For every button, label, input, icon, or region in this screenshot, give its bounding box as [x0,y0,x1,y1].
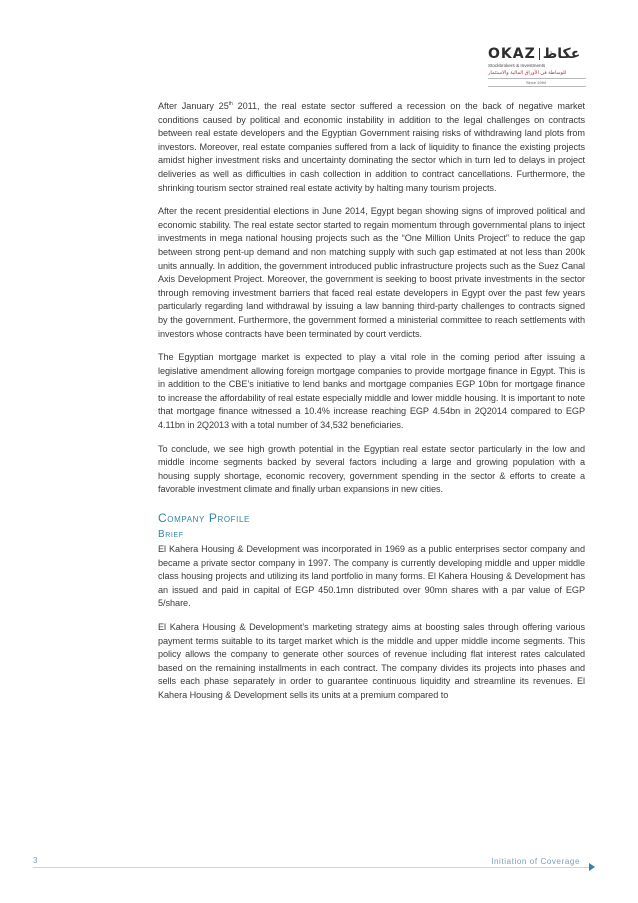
page-number: 3 [33,856,38,865]
page-body [158,100,585,713]
logo-wordmark: OKAZ [488,46,536,62]
logo-rule-bottom [488,86,586,87]
paragraph-elections: After the recent presidential elections in June 2014, Egypt began showing signs of improved political and economic stability. The real estate sector started to regain momentum through governmental plans to inject investments in mega national housing projects such as the “One Million Units Project” to reduce the gap between strong pent-up demand and non matching supply with such gap estimated at not less than 200k units annually. In addition, the government introduced public infrastructure projects such as the Suez Canal Axis Development Project. Moreover, the government is seeking to boost private investments in the sector through removing investment barriers that faced real estate developers in Egypt over the past few years particularly regarding land withdrawal by issuing a law banning third-party challenges to contracts signed by the government. Furthermore, the government formed a ministerial committee to reach settlements with investors whose contracts have been terminated by court verdicts. [158,206,585,339]
logo-divider [539,48,540,60]
logo-rule [488,78,586,79]
sub-heading: Brief [158,529,184,541]
logo-since: Since 1994 [526,80,547,85]
paragraph-mortgage: The Egyptian mortgage market is expected to play a vital role in the coming period after issuing a legislative amendment allowing foreign mortgage companies to provide mortgage finance in Egypt. This is in addition to the CBE’s initiative to lend banks and mortgage companies EGP 10bn for mortgage finance to increase the affordability of real estate especially middle and lower middle housing. It is important to note that mortgage finance witnessed a 10.4% increase reaching EGP 4.54bn in 2Q2014 compared to EGP 4.11bn in 2Q2013 with a total number of 34,532 beneficiaries. [158,352,585,431]
paragraph-brief: El Kahera Housing & Development was incorporated in 1969 as a public enterprises sector company and became a private sector company in 1997. The company is currently developing middle and upper middle class housing projects and utilizing its land portfolio in many forms. El Kahera Housing & Development has an issued and paid in capital of EGP 450.1mn distributed over 90mn shares with a par value of EGP 5/share. [158,544,585,609]
paragraph-recession: After January 25th 2011, the real estate sector suffered a recession on the back of negative market conditions caused by political and economic instability in addition to the legal challenges on contracts between real estate developers and the Egyptian Government raising risks of withdrawing land plots from investors. Moreover, real estate companies suffered from a lack of liquidity to finance the existing projects amidst higher investment risks and uncertainty dominating the sector which in turn led to delays in project deliveries as well as difficulties in cash collection in addition to contract cancellations. Furthermore, the shrinking tourism sector strained real estate activity by halting many tourism projects. [158,100,585,193]
company-logo [488,46,588,92]
paragraph-conclusion: To conclude, we see high growth potential in the Egyptian real estate sector particularly in the low and middle income segments backed by several factors including a large and growing population with a housing supply shortage, economic recovery, government spending in the sector & efforts to create a favorable investment climate and finally urban expansions in new cities. [158,443,585,495]
footer-label: Initiation of Coverage [491,857,580,866]
arrow-right-icon [589,863,595,871]
footer-rule [33,867,593,868]
logo-tagline: Stockbrokers & Investments [488,63,546,68]
logo-arabic-tagline: للوساطة في الأوراق المالية والاستثمار [488,70,567,76]
logo-arabic-wordmark: عكاظ [542,46,581,62]
paragraph-marketing: El Kahera Housing & Development’s marketing strategy aims at boosting sales through offering various payment terms suitable to its target market which is the middle and upper middle income segments. This policy allows the company to generate other sources of revenue including flat interest rates calculated based on the remaining installments in each contract. The company divides its projects into phases and sells each phase separately in order to guarantee continuous liquidity and streamline its revenues. El Kahera Housing & Development sells its units at a premium compared to [158,622,585,700]
section-heading: Company Profile [158,511,250,526]
